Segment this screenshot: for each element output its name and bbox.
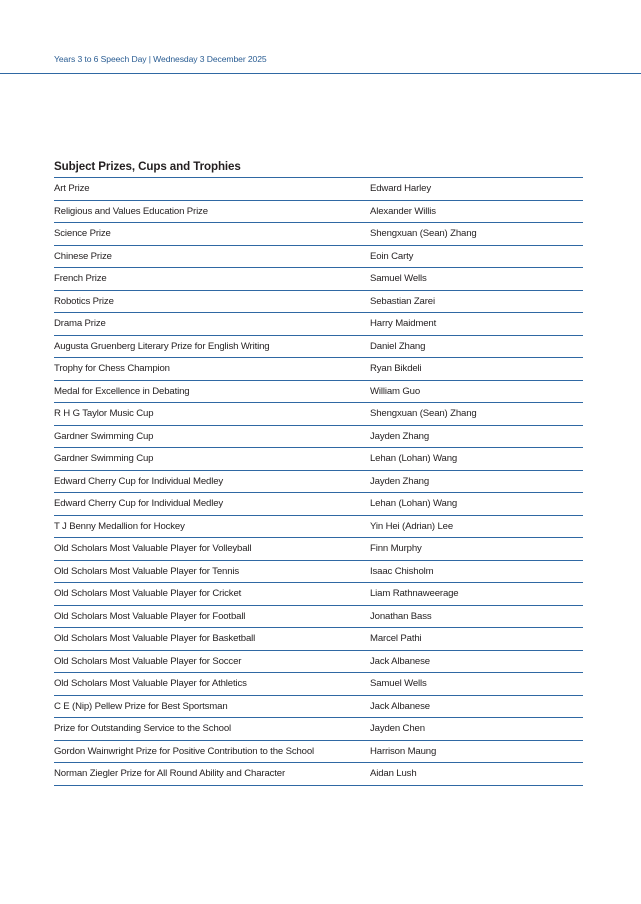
section-title: Subject Prizes, Cups and Trophies — [54, 158, 583, 178]
table-row — [54, 426, 583, 449]
prizes-table — [54, 178, 583, 786]
table-row — [54, 358, 583, 381]
prize-name: R H G Taylor Music Cup — [54, 408, 154, 420]
table-row — [54, 696, 583, 719]
winner-name: Lehan (Lohan) Wang — [370, 498, 458, 510]
prize-name: Medal for Excellence in Debating — [54, 385, 190, 397]
prize-name: Old Scholars Most Valuable Player for Basketball — [54, 633, 256, 645]
prize-name: Old Scholars Most Valuable Player for Tennis — [54, 565, 240, 577]
winner-name: Alexander Willis — [370, 205, 436, 217]
table-row — [54, 201, 583, 224]
winner-name: Sebastian Zarei — [370, 295, 435, 307]
table-row — [54, 673, 583, 696]
winner-name: Finn Murphy — [370, 543, 422, 555]
winner-name: Harrison Maung — [370, 745, 437, 757]
prize-name: Chinese Prize — [54, 250, 112, 262]
table-row — [54, 381, 583, 404]
prize-name: Augusta Gruenberg Literary Prize for English Writing — [54, 340, 270, 352]
prize-name: Robotics Prize — [54, 295, 114, 307]
prize-name: Art Prize — [54, 183, 90, 195]
prize-name: Gordon Wainwright Prize for Positive Contribution to the School — [54, 745, 315, 757]
prize-name: Old Scholars Most Valuable Player for Football — [54, 610, 246, 622]
winner-name: Ryan Bikdeli — [370, 363, 422, 375]
table-row — [54, 313, 583, 336]
winner-name: Edward Harley — [370, 183, 431, 195]
table-row — [54, 223, 583, 246]
table-row — [54, 538, 583, 561]
table-row — [54, 628, 583, 651]
prizes-section — [54, 158, 583, 786]
winner-name: William Guo — [370, 385, 421, 397]
table-row — [54, 493, 583, 516]
running-header: Years 3 to 6 Speech Day | Wednesday 3 December 2025 — [54, 54, 267, 64]
table-row — [54, 291, 583, 314]
prize-name: French Prize — [54, 273, 107, 285]
winner-name: Jack Albanese — [370, 655, 430, 667]
prize-name: Gardner Swimming Cup — [54, 453, 154, 465]
winner-name: Shengxuan (Sean) Zhang — [370, 408, 477, 420]
prize-name: Old Scholars Most Valuable Player for Soccer — [54, 655, 242, 667]
table-row — [54, 403, 583, 426]
winner-name: Samuel Wells — [370, 273, 427, 285]
winner-name: Jonathan Bass — [370, 610, 432, 622]
prize-name: Norman Ziegler Prize for All Round Ability and Character — [54, 768, 286, 780]
prize-name: Old Scholars Most Valuable Player for Athletics — [54, 678, 247, 690]
table-row — [54, 718, 583, 741]
winner-name: Jayden Chen — [370, 723, 425, 735]
table-row — [54, 651, 583, 674]
table-row — [54, 246, 583, 269]
winner-name: Jayden Zhang — [370, 430, 430, 442]
table-row — [54, 268, 583, 291]
table-row — [54, 763, 583, 786]
table-row — [54, 561, 583, 584]
table-row — [54, 336, 583, 359]
prize-name: Religious and Values Education Prize — [54, 205, 208, 217]
winner-name: Aidan Lush — [370, 768, 417, 780]
prize-name: Science Prize — [54, 228, 111, 240]
winner-name: Marcel Pathi — [370, 633, 422, 645]
prize-name: Trophy for Chess Champion — [54, 363, 170, 375]
winner-name: Isaac Chisholm — [370, 565, 434, 577]
winner-name: Shengxuan (Sean) Zhang — [370, 228, 477, 240]
winner-name: Daniel Zhang — [370, 340, 426, 352]
table-row — [54, 741, 583, 764]
prize-name: Gardner Swimming Cup — [54, 430, 154, 442]
winner-name: Jayden Zhang — [370, 475, 430, 487]
table-row — [54, 516, 583, 539]
prize-name: Prize for Outstanding Service to the School — [54, 723, 231, 735]
prize-name: C E (Nip) Pellew Prize for Best Sportsman — [54, 700, 228, 712]
table-row — [54, 583, 583, 606]
prize-name: Old Scholars Most Valuable Player for Cricket — [54, 588, 242, 600]
winner-name: Jack Albanese — [370, 700, 430, 712]
table-row — [54, 471, 583, 494]
winner-name: Liam Rathnaweerage — [370, 588, 459, 600]
winner-name: Yin Hei (Adrian) Lee — [370, 520, 454, 532]
winner-name: Eoin Carty — [370, 250, 414, 262]
prize-name: Edward Cherry Cup for Individual Medley — [54, 475, 224, 487]
winner-name: Harry Maidment — [370, 318, 437, 330]
winner-name: Samuel Wells — [370, 678, 427, 690]
prize-name: T J Benny Medallion for Hockey — [54, 520, 185, 532]
table-row — [54, 448, 583, 471]
prize-name: Old Scholars Most Valuable Player for Volleyball — [54, 543, 252, 555]
header-divider — [0, 73, 641, 74]
table-row — [54, 178, 583, 201]
winner-name: Lehan (Lohan) Wang — [370, 453, 458, 465]
prize-name: Drama Prize — [54, 318, 106, 330]
table-row — [54, 606, 583, 629]
prize-name: Edward Cherry Cup for Individual Medley — [54, 498, 224, 510]
